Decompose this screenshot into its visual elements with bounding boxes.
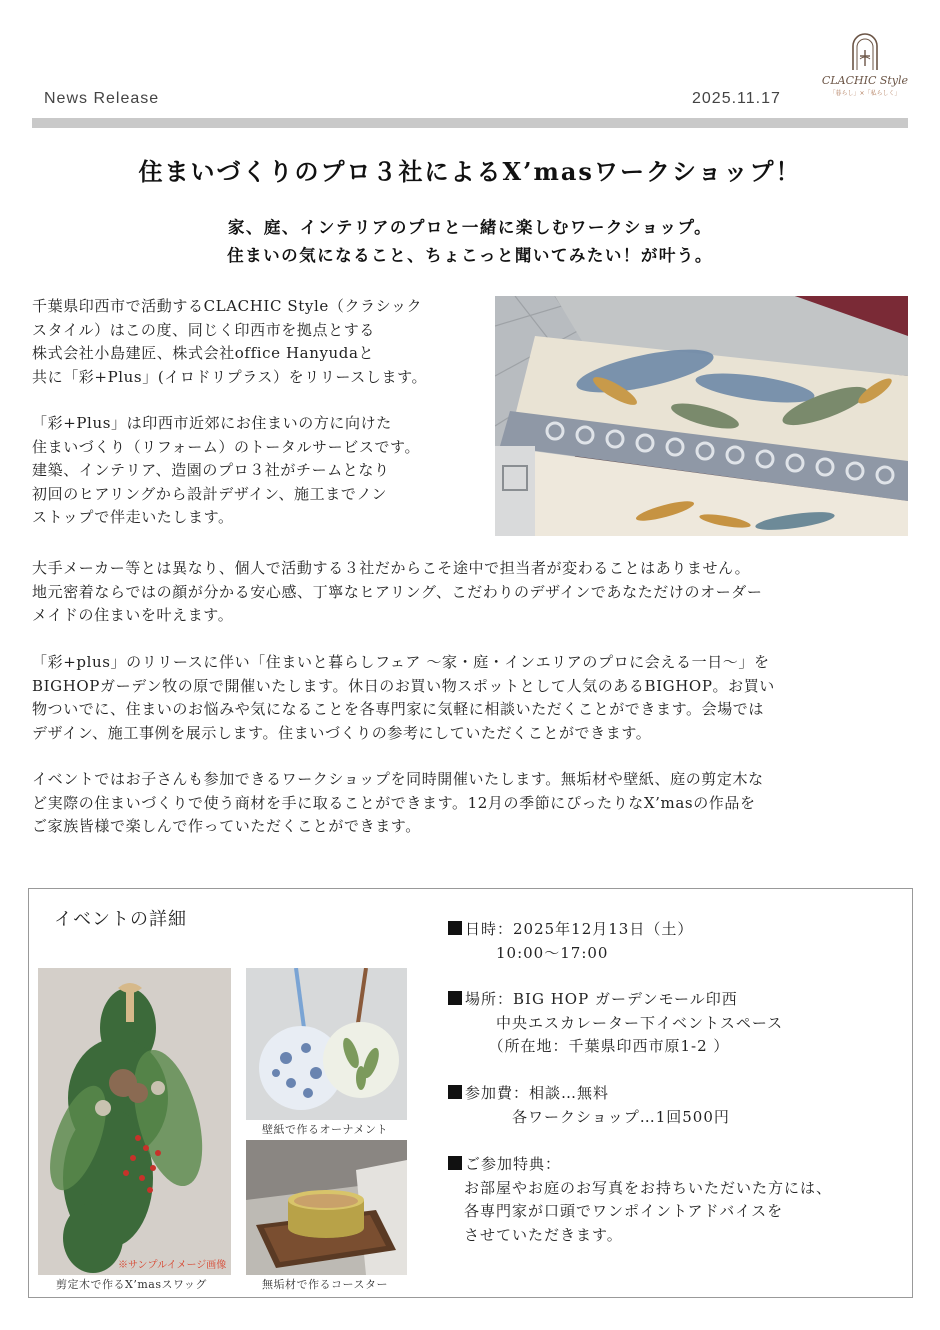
event-date-block bbox=[448, 918, 693, 965]
event-place: 場所：BIG HOP ガーデンモール印西 中央エスカレーター下イベントスペース （所在地：千葉県印西市原1-2 ） bbox=[465, 990, 784, 1055]
subtitle-line-1: 家、庭、インテリアのプロと一緒に楽しむワークショップ。 bbox=[227, 218, 713, 237]
ornament-photo bbox=[246, 968, 407, 1120]
wallpaper-samples-image bbox=[495, 296, 908, 536]
fair-paragraph: 「彩+plus」のリリースに伴い「住まいと暮らしフェア 〜家・庭・インエリアのプロに会える一日〜」を BIGHOPガーデン牧の原で開催いたします。休日のお買い物スポットとして人気のあるBIGHOP。お買い 物ついでに、住まいのお悩みや気になることを各専門家に気軽に相談いただくことができます。会場では デザイン、施工事例を展示します。住まいづくりの参考にしていただくことができます。 bbox=[32, 653, 775, 742]
subtitle bbox=[0, 214, 940, 270]
swag-caption: 剪定木で作るX’masスワッグ bbox=[56, 1278, 207, 1291]
page-title: 住まいづくりのプロ３社によるX’masワークショップ！ bbox=[138, 157, 802, 186]
event-bonus: ご参加特典： お部屋やお庭のお写真をお持ちいただいた方には、 各専門家が口頭でワンポイントアドバイスを させていただきます。 bbox=[464, 1155, 833, 1244]
event-fee: 参加費：相談…無料 各ワークショップ…1回500円 bbox=[465, 1084, 730, 1126]
swag-photo bbox=[38, 968, 231, 1275]
event-fee-block bbox=[448, 1082, 730, 1129]
bullet-square-icon bbox=[448, 921, 462, 935]
service-paragraph: 「彩+Plus」は印西市近郊にお住まいの方に向けた 住まいづくり（リフォーム）のトータルサービスです。 建築、インテリア、造園のプロ３社がチームとなり 初回のヒアリングから設計デザイン、施工までノン ストップで伴走いたします。 bbox=[32, 414, 421, 526]
arch-logo-icon bbox=[848, 32, 882, 72]
news-release-label: News Release bbox=[44, 90, 160, 107]
coaster-caption: 無垢材で作るコースター bbox=[262, 1278, 388, 1291]
sample-image-note: ※サンプルイメージ画像 bbox=[118, 1260, 227, 1271]
bullet-square-icon bbox=[448, 1156, 462, 1170]
workshop-paragraph: イベントではお子さんも参加できるワークショップを同時開催いたします。無垢材や壁紙、庭の剪定木な ど実際の住まいづくりで使う商材を手に取ることができます。12月の季節にぴったりなX’masの作品を ご家族皆様で楽しんで作っていただくことができます。 bbox=[32, 770, 764, 835]
clachic-logo bbox=[820, 32, 910, 112]
event-place-block bbox=[448, 988, 783, 1059]
logo-tagline: 「暮らし」×「私らしく」 bbox=[829, 90, 901, 97]
difference-paragraph: 大手メーカー等とは異なり、個人で活動する３社だからこそ途中で担当者が変わることはありません。 地元密着ならではの顔が分かる安心感、丁寧なヒアリング、こだわりのデザインであなただけのオーダー メイドの住まいを叶えます。 bbox=[32, 559, 763, 624]
ornament-caption: 壁紙で作るオーナメント bbox=[262, 1123, 389, 1136]
bullet-square-icon bbox=[448, 1085, 462, 1099]
bullet-square-icon bbox=[448, 991, 462, 1005]
header-divider bbox=[32, 118, 908, 128]
coaster-photo bbox=[246, 1140, 407, 1275]
event-details-heading: イベントの詳細 bbox=[54, 909, 187, 930]
event-bonus-block bbox=[448, 1153, 832, 1247]
logo-name: CLACHIC Style bbox=[821, 74, 909, 87]
subtitle-line-2: 住まいの気になること、ちょこっと聞いてみたい！が叶う。 bbox=[227, 246, 713, 265]
intro-paragraph: 千葉県印西市で活動するCLACHIC Style（クラシック スタイル）はこの度、同じく印西市を拠点とする 株式会社小島建匠、株式会社office Hanyudaと 共に「彩+Plus」(イロドリプラス）をリリースします。 bbox=[32, 297, 428, 386]
event-date: 日時：2025年12月13日（土） 10:00〜17:00 bbox=[465, 920, 694, 962]
release-date: 2025.11.17 bbox=[692, 90, 781, 107]
